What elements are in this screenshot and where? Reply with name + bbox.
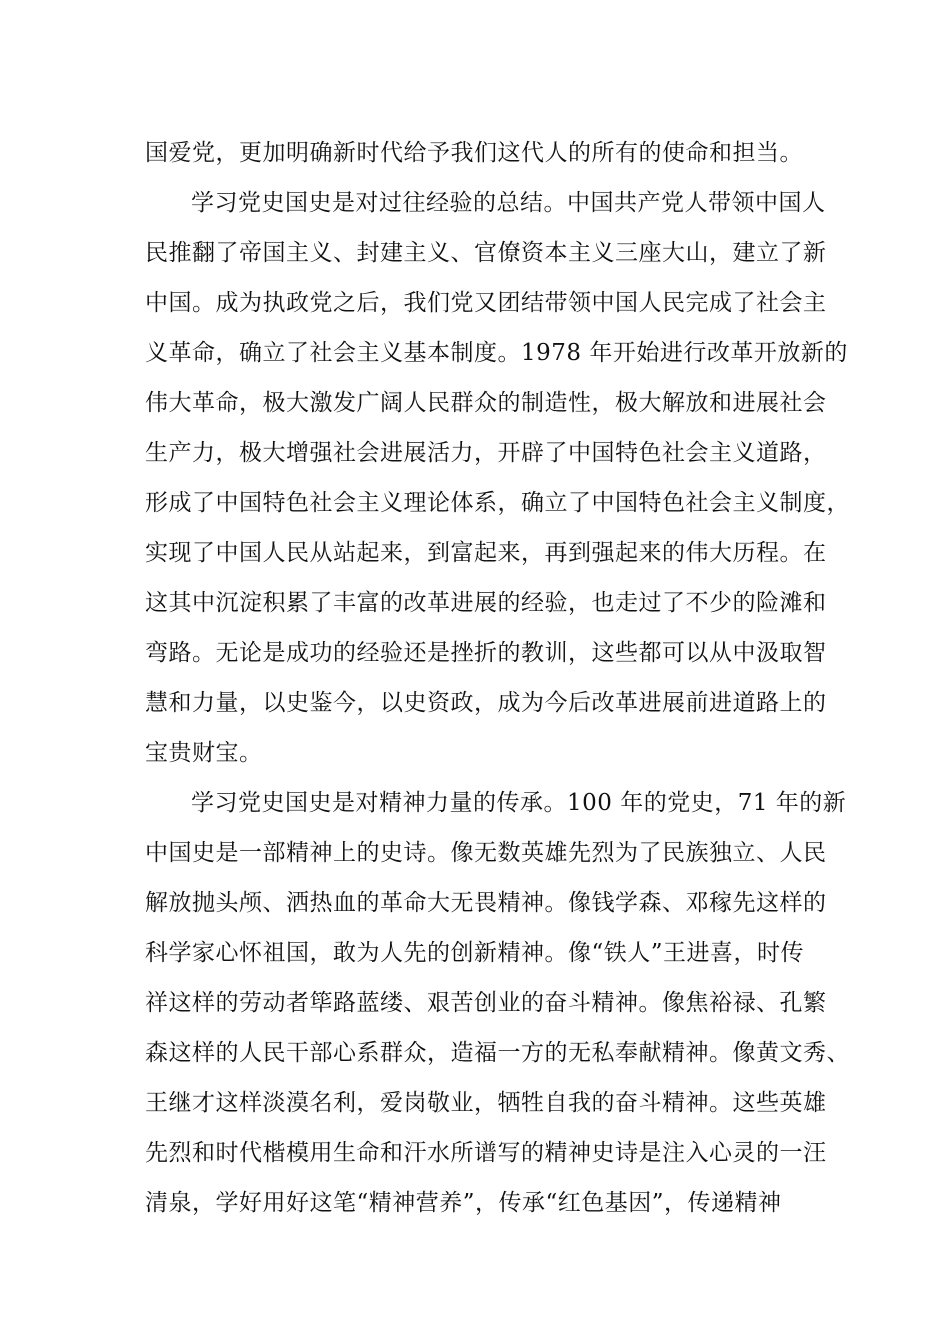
text-line: 解放抛头颅、洒热血的革命大无畏精神。像钱学森、邓稼先这样的 <box>145 890 827 916</box>
paragraph-start-line: 学习党史国史是对过往经验的总结。中国共产党人带领中国人 <box>191 190 826 216</box>
paragraph-start-line: 学习党史国史是对精神力量的传承。100 年的党史，71 年的新 <box>191 790 847 816</box>
text-line: 实现了中国人民从站起来，到富起来，再到强起来的伟大历程。在 <box>145 540 827 566</box>
text-line: 先烈和时代楷模用生命和汗水所谱写的精神史诗是注入心灵的一汪 <box>145 1140 827 1166</box>
text-line: 义革命，确立了社会主义基本制度。1978 年开始进行改革开放新的 <box>145 340 848 366</box>
text-line: 形成了中国特色社会主义理论体系，确立了中国特色社会主义制度， <box>145 490 850 516</box>
text-line: 国爱党，更加明确新时代给予我们这代人的所有的使命和担当。 <box>145 140 803 166</box>
text-line: 森这样的人民干部心系群众，造福一方的无私奉献精神。像黄文秀、 <box>145 1040 850 1066</box>
body-text <box>145 128 850 1228</box>
text-line: 生产力，极大增强社会进展活力，开辟了中国特色社会主义道路， <box>145 440 827 466</box>
text-line: 宝贵财宝。 <box>145 740 263 766</box>
text-line: 中国。成为执政党之后，我们党又团结带领中国人民完成了社会主 <box>145 290 827 316</box>
text-line: 清泉，学好用好这笔“精神营养”，传承“红色基因”，传递精神 <box>145 1190 782 1216</box>
text-line: 中国史是一部精神上的史诗。像无数英雄先烈为了民族独立、人民 <box>145 840 827 866</box>
text-line: 慧和力量，以史鉴今，以史资政，成为今后改革进展前进道路上的 <box>145 690 827 716</box>
text-line: 弯路。无论是成功的经验还是挫折的教训，这些都可以从中汲取智 <box>145 640 827 666</box>
text-line: 伟大革命，极大激发广阔人民群众的制造性，极大解放和进展社会 <box>145 390 827 416</box>
text-line: 祥这样的劳动者筚路蓝缕、艰苦创业的奋斗精神。像焦裕禄、孔繁 <box>145 990 827 1016</box>
text-line: 科学家心怀祖国，敢为人先的创新精神。像“铁人”王进喜，时传 <box>145 940 805 966</box>
text-line: 王继才这样淡漠名利，爱岗敬业，牺牲自我的奋斗精神。这些英雄 <box>145 1090 827 1116</box>
text-line: 这其中沉淀积累了丰富的改革进展的经验，也走过了不少的险滩和 <box>145 590 827 616</box>
text-line: 民推翻了帝国主义、封建主义、官僚资本主义三座大山，建立了新 <box>145 240 827 266</box>
